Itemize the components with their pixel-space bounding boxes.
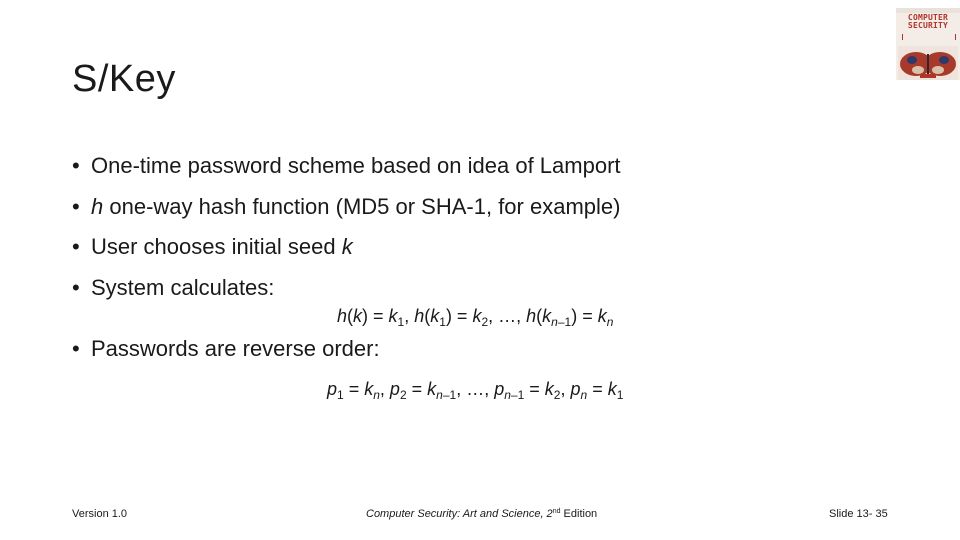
footer-version: Version 1.0 xyxy=(72,508,128,520)
footer-slide-number: Slide 13- 35 xyxy=(829,508,888,520)
book-cover-line1: COMPUTER xyxy=(907,13,949,22)
bullet-item xyxy=(72,227,621,268)
book-cover-image xyxy=(896,8,960,80)
bullet-text: Passwords are reverse order: xyxy=(91,336,380,361)
bullet-text: one-way hash function (MD5 or SHA-1, for example) xyxy=(103,193,621,219)
bullet-list xyxy=(72,146,621,308)
bullet-italic-symbol: k xyxy=(341,234,353,259)
book-cover-brand xyxy=(896,14,960,30)
bullet-item xyxy=(72,146,621,187)
password-order-formula: $p_1 = k_n$, $p_2 = k_{n-1}$, …, $p_{n-1} = k_2$, $p_n = k_1$ xyxy=(327,379,624,402)
footer-edition-suffix: Edition xyxy=(560,508,598,520)
bullet-text: System calculates: xyxy=(91,274,275,300)
bullet-dot: • xyxy=(72,153,80,178)
bullet-item xyxy=(72,187,621,228)
footer-book-title-text: Computer Security: Art and Science, 2 xyxy=(366,508,553,520)
butterfly-illustration xyxy=(898,46,958,80)
hash-chain-formula: $h(k) = k_1$, $h(k_1) = k_2$, …, $h(k_{n-1}) = k_n$ xyxy=(337,306,614,329)
footer-book-title xyxy=(366,508,597,520)
book-cover-band xyxy=(902,34,956,40)
bullet-item xyxy=(72,268,621,309)
footer-edition-superscript: nd xyxy=(552,508,561,515)
bullet-item xyxy=(72,336,380,362)
bullet-dot: • xyxy=(72,234,80,259)
bullet-text: User chooses initial seed xyxy=(91,234,342,259)
bullet-dot: • xyxy=(72,336,80,361)
book-cover-line2: SECURITY xyxy=(907,21,949,30)
bullet-dot: • xyxy=(72,274,80,300)
bullet-italic-symbol: h xyxy=(91,193,104,219)
bullet-dot: • xyxy=(72,193,80,219)
slide-title: S/Key xyxy=(72,58,176,100)
bullet-text: One-time password scheme based on idea of Lamport xyxy=(91,153,621,178)
